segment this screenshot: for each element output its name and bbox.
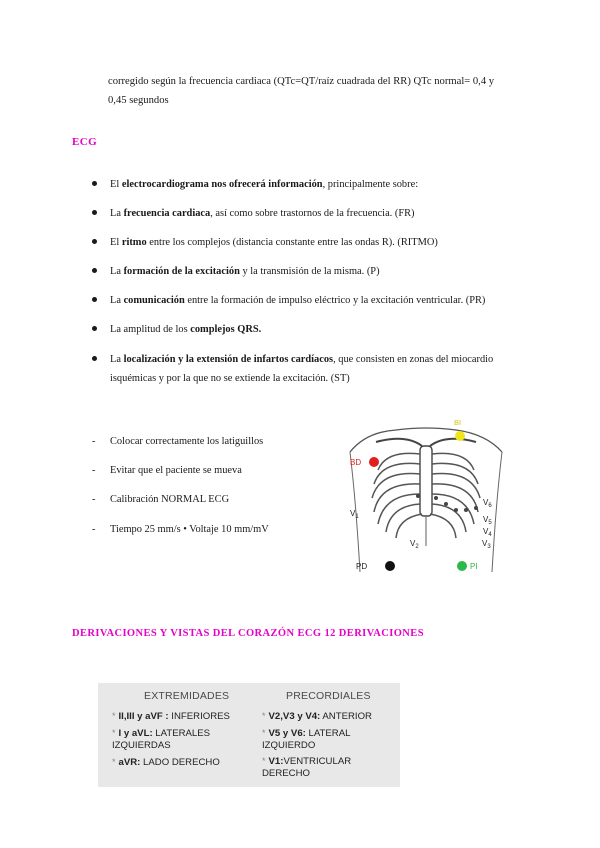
ecg-electrode-diagram [346,412,506,582]
dash-marker: - [92,494,96,505]
lead-v4-label: $V_4$ [483,527,492,538]
intro-line-2: 0,45 segundos [108,95,169,106]
electrode-pi-label: PI [470,562,478,571]
electrode-pi [457,561,467,571]
bullet-item: El electrocardiograma nos ofrecerá información, principalmente sobre: [110,179,419,190]
col-head-extremidades: EXTREMIDADES [144,690,230,702]
dash-item: Calibración NORMAL ECG [110,494,230,505]
lead-v6-label: $V_6$ [483,498,492,509]
table-cell: * V5 y V6: LATERAL IZQUIERDO [262,728,351,751]
lead-v5-label: $V_5$ [483,515,492,526]
electrode-pd [385,561,395,571]
bullet-item: La formación de la excitación y la transmisión de la misma. (P) [110,266,380,277]
dash-item: Evitar que el paciente se mueva [110,465,242,476]
derivations-table [98,683,400,787]
bullet-item: La frecuencia cardiaca, así como sobre trastornos de la frecuencia. (FR) [110,208,415,219]
table-cell: * II,III y aVF : INFERIORES [112,711,230,722]
ecg-heading: ECG [72,136,98,148]
table-cell: * I y aVL: LATERALES IZQUIERDAS [112,728,211,751]
electrode-bd [369,457,379,467]
dash-marker: - [92,436,96,447]
col-head-precordiales: PRECORDIALES [286,690,371,702]
lead-v1-label: $V_1$ [350,509,359,520]
table-cell: * V1:VENTRICULAR DERECHO [262,756,352,779]
bullet-dot [92,268,97,273]
lead-v2-label: $V_2$ [410,539,419,550]
bullet-item: La localización y la extensión de infartos cardíacos, que consisten en zonas del miocardio isquémicas y por la que no se extiende la excitación. (ST) [110,354,494,384]
electrode-bi-label: BI [454,418,462,427]
bullet-item: El ritmo entre los complejos (distancia constante entre las ondas R). (RITMO) [110,237,438,248]
electrode-bd-label: BD [350,458,362,467]
dash-item: Colocar correctamente los latiguillos [110,436,264,447]
dash-marker: - [92,465,96,476]
lead-v3-label: $V_3$ [482,539,491,550]
dash-item: Tiempo 25 mm/s • Voltaje 10 mm/mV [110,524,269,535]
bullet-dot [92,326,97,331]
dash-marker: - [92,524,96,535]
intro-line-1: corregido según la frecuencia cardiaca (QTc=QT/raíz cuadrada del RR) QTc normal= 0,4 y [108,76,495,87]
bullet-dot [92,210,97,215]
bullet-dot [92,297,97,302]
bullet-dot [92,181,97,186]
bullet-dot [92,356,97,361]
bullet-item: La amplitud de los complejos QRS. [110,324,262,335]
derivations-heading: DERIVACIONES Y VISTAS DEL CORAZÓN ECG 12 DERIVACIONES [72,628,424,639]
electrode-bi [455,431,465,441]
bullet-dot [92,239,97,244]
table-cell: * V2,V3 y V4: ANTERIOR [262,711,372,722]
bullet-item: La comunicación entre la formación de impulso eléctrico y la excitación ventricular. (PR) [110,295,486,306]
electrode-pd-label: PD [356,562,368,571]
intro-paragraph [108,72,548,110]
table-cell: * aVR: LADO DERECHO [112,757,220,768]
